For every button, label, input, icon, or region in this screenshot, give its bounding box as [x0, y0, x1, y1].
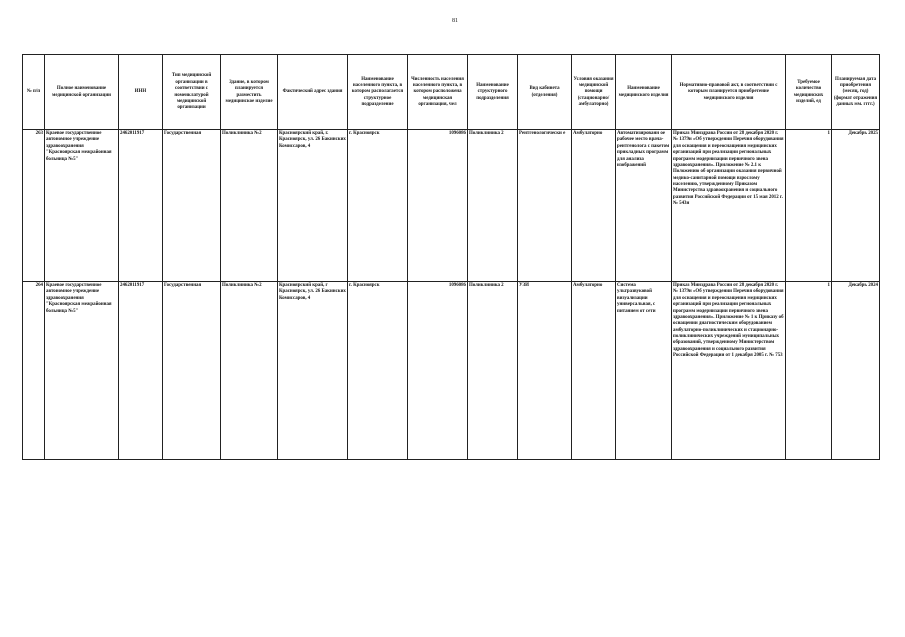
cell-act: Приказ Минздрава России от 28 декабря 2020 г. № 1379н «Об утверждении Перечня оборудования для оснащения и переоснащения медицинских организаций при реализации региональных программ модернизации первичного звена здравоохранения». Приложение № 1 к Приказу об оснащении диагностическим оборудованием амбулаторно-поликлинических и стационарно-поликлинических учреждений муниципальных образований, утвержденному Министерством здравоохранения и социального развития Российской Федерации от 1 декабря 2005 г. № 753 [672, 282, 786, 460]
cell-building: Поликлиника №2 [221, 282, 278, 460]
cell-date: Декабрь 2025 [832, 130, 880, 282]
header-settlement: Наименование населенного пункта, в котором располагается структурное подразделение [348, 55, 408, 130]
cell-unit: Поликлиника 2 [468, 282, 518, 460]
page-number: 81 [452, 18, 458, 24]
cell-building: Поликлиника №2 [221, 130, 278, 282]
header-org: Полное наименование медицинской организации [45, 55, 119, 130]
cell-conditions: Амбулаторно [572, 282, 616, 460]
table-row [23, 282, 880, 460]
header-conditions: Условия оказания медицинской помощи (стационарно/ амбулаторно) [572, 55, 616, 130]
header-num: № п/п [23, 55, 45, 130]
cell-address: Красноярский край, г. Красноярск, ул. 26 Бакинских Комиссаров, 4 [278, 130, 348, 282]
header-address: Фактический адрес здания [278, 55, 348, 130]
cell-device: Система ультразвуковой визуализации универсальная, с питанием от сети [616, 282, 672, 460]
cell-population: 1096086 [408, 130, 468, 282]
cell-type: Государственная [163, 282, 221, 460]
cell-org: Краевое государственное автономное учреждение здравоохранения "Красноярская межрайонная больница №5" [45, 130, 119, 282]
cell-num: 263 [23, 130, 45, 282]
header-type: Тип медицинской организации в соответствии с номенклатурой медицинской организации [163, 55, 221, 130]
header-population: Численность населения населенного пункта, в котором расположена медицинская организация, чел [408, 55, 468, 130]
cell-conditions: Амбулаторно [572, 130, 616, 282]
cell-inn: 2462011917 [119, 282, 163, 460]
header-building: Здание, в котором планируется разместить медицинское изделие [221, 55, 278, 130]
header-date: Планируемая дата приобретения (месяц, год) (формат отражения данных мм. гггг.) [832, 55, 880, 130]
equipment-table [22, 54, 880, 460]
cell-date: Декабрь 2024 [832, 282, 880, 460]
cell-settlement: г. Красноярск [348, 282, 408, 460]
cell-type: Государственная [163, 130, 221, 282]
cell-cabinet: УЗИ [518, 282, 572, 460]
header-cabinet: Вид кабинета (отделения) [518, 55, 572, 130]
header-unit: Наименование структурного подразделения [468, 55, 518, 130]
cell-address: Красноярский край, г Красноярск, ул. 26 Бакинских Комиссаров, 4 [278, 282, 348, 460]
cell-inn: 2462011917 [119, 130, 163, 282]
header-device: Наименование медицинского изделия [616, 55, 672, 130]
cell-qty: 1 [786, 282, 832, 460]
table-row [23, 130, 880, 282]
header-inn: ИНН [119, 55, 163, 130]
cell-cabinet: Рентгенологически е [518, 130, 572, 282]
table-header-row [23, 55, 880, 130]
header-qty: Требуемое количество медицинских изделий, ед [786, 55, 832, 130]
cell-settlement: г. Красноярск [348, 130, 408, 282]
cell-device: Автоматизированн ое рабочее место врача-рентгенолога с пакетом прикладных программ для анализа изображений [616, 130, 672, 282]
cell-num: 264 [23, 282, 45, 460]
cell-qty: 1 [786, 130, 832, 282]
cell-org: Краевое государственное автономное учреждение здравоохранения "Красноярская межрайонная больница №5" [45, 282, 119, 460]
cell-population: 1096086 [408, 282, 468, 460]
header-act: Нормативно-правовой акт, в соответствии с которым планируется приобретение медицинского изделия [672, 55, 786, 130]
cell-act: Приказ Минздрава России от 28 декабря 2020 г. № 1379н «Об утверждении Перечня оборудования для оснащения и переоснащения медицинских организаций при реализации региональных программ модернизации первичного звена здравоохранения». Приложение № 2.1 к Положению об организации оказания первичной медико-санитарной помощи взрослому населению, утвержденному Приказом Министерства здравоохранения и социального развития Российской Федерации от 15 мая 2012 г. № 543н [672, 130, 786, 282]
cell-unit: Поликлиника 2 [468, 130, 518, 282]
